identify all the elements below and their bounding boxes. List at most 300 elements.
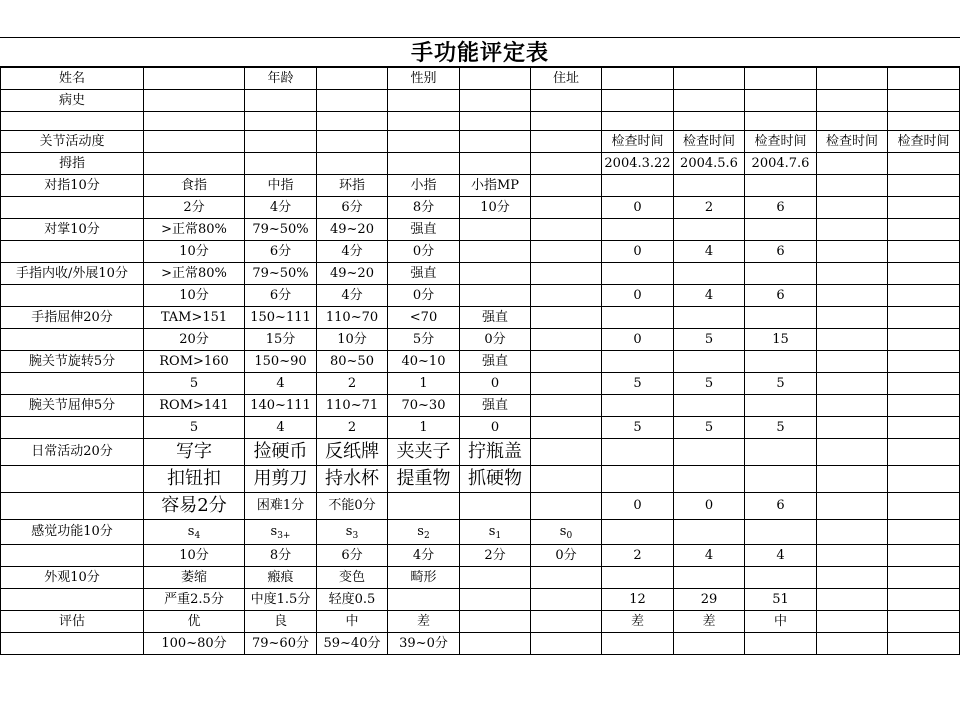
- table-cell: [144, 520, 245, 545]
- table-cell: [888, 153, 960, 175]
- table-cell: 用剪刀: [245, 466, 317, 493]
- table-cell: [602, 175, 674, 197]
- table-cell: [674, 263, 745, 285]
- table-cell: 4: [245, 417, 317, 439]
- table-cell: [888, 633, 960, 655]
- table-cell: TAM>151: [144, 307, 245, 329]
- table-cell: 2: [674, 197, 745, 219]
- row-label-cell: 评估: [1, 611, 144, 633]
- table-cell: [531, 611, 602, 633]
- table-row: [1, 241, 960, 263]
- table-cell: 12: [602, 589, 674, 611]
- row-label-cell: [1, 417, 144, 439]
- table-cell: 优: [144, 611, 245, 633]
- table-cell: 29: [674, 589, 745, 611]
- table-cell: 严重2.5分: [144, 589, 245, 611]
- table-cell: [888, 329, 960, 351]
- table-cell: 检查时间: [745, 131, 817, 153]
- table-cell: 49~20: [317, 219, 388, 241]
- table-cell: 检查时间: [817, 131, 888, 153]
- table-row: [1, 611, 960, 633]
- table-cell: 畸形: [388, 567, 460, 589]
- table-cell: 15分: [245, 329, 317, 351]
- table-cell: [602, 351, 674, 373]
- table-cell: [674, 351, 745, 373]
- table-cell: 检查时间: [888, 131, 960, 153]
- table-cell: [144, 68, 245, 90]
- table-cell: 5: [674, 373, 745, 395]
- table-cell: [531, 417, 602, 439]
- table-cell: [602, 219, 674, 241]
- table-cell: [745, 633, 817, 655]
- table-cell: 0: [602, 241, 674, 263]
- table-cell: [388, 520, 460, 545]
- table-cell: 1: [388, 373, 460, 395]
- table-cell: [888, 285, 960, 307]
- table-cell: [745, 351, 817, 373]
- table-cell: 抓硬物: [460, 466, 531, 493]
- table-cell: 中度1.5分: [245, 589, 317, 611]
- row-label-cell: [1, 493, 144, 520]
- row-label-cell: 感觉功能10分: [1, 520, 144, 545]
- table-cell: ROM>160: [144, 351, 245, 373]
- table-row: [1, 395, 960, 417]
- table-cell: 10分: [144, 241, 245, 263]
- table-cell: 检查时间: [602, 131, 674, 153]
- table-cell: [460, 493, 531, 520]
- table-cell: [531, 351, 602, 373]
- table-cell: 4: [745, 545, 817, 567]
- table-cell: [531, 329, 602, 351]
- table-cell: 4分: [317, 285, 388, 307]
- table-cell: [317, 520, 388, 545]
- row-label-cell: [1, 197, 144, 219]
- table-cell: 强直: [388, 219, 460, 241]
- table-cell: [888, 90, 960, 112]
- table-cell: 0分: [388, 241, 460, 263]
- table-cell: [745, 466, 817, 493]
- table-cell: [460, 68, 531, 90]
- table-cell: [888, 307, 960, 329]
- table-cell: [817, 493, 888, 520]
- table-cell: [317, 131, 388, 153]
- table-row: [1, 153, 960, 175]
- table-row: [1, 90, 960, 112]
- table-cell: 2分: [460, 545, 531, 567]
- table-cell: 79~50%: [245, 219, 317, 241]
- table-row: [1, 112, 960, 131]
- table-cell: 150~111: [245, 307, 317, 329]
- table-cell: [745, 520, 817, 545]
- table-cell: 2: [602, 545, 674, 567]
- table-cell: 性别: [388, 68, 460, 90]
- table-cell: 5: [745, 373, 817, 395]
- table-cell: [817, 153, 888, 175]
- row-label-cell: [1, 285, 144, 307]
- table-cell: [531, 373, 602, 395]
- sheet-title: 手功能评定表: [0, 37, 960, 67]
- table-cell: 4分: [317, 241, 388, 263]
- sensory-level-sub: 1: [495, 531, 502, 541]
- table-cell: 5: [674, 329, 745, 351]
- row-label-cell: 病史: [1, 90, 144, 112]
- row-label-cell: 腕关节屈伸5分: [1, 395, 144, 417]
- table-cell: 59~40分: [317, 633, 388, 655]
- table-cell: 6: [745, 285, 817, 307]
- table-row: [1, 633, 960, 655]
- table-cell: 40~10: [388, 351, 460, 373]
- table-cell: [817, 175, 888, 197]
- table-row: [1, 439, 960, 466]
- table-cell: [674, 633, 745, 655]
- table-cell: [531, 197, 602, 219]
- table-cell: [602, 307, 674, 329]
- table-cell: [888, 466, 960, 493]
- table-cell: [745, 90, 817, 112]
- table-cell: [817, 633, 888, 655]
- table-cell: [817, 545, 888, 567]
- table-row: [1, 329, 960, 351]
- table-cell: [460, 90, 531, 112]
- table-cell: 强直: [460, 395, 531, 417]
- table-cell: [531, 219, 602, 241]
- table-cell: [388, 153, 460, 175]
- table-cell: [531, 589, 602, 611]
- table-cell: [888, 520, 960, 545]
- table-cell: [460, 263, 531, 285]
- table-cell: 强直: [460, 351, 531, 373]
- table-cell: 差: [674, 611, 745, 633]
- table-cell: [674, 439, 745, 466]
- table-cell: [460, 241, 531, 263]
- table-row: [1, 493, 960, 520]
- table-cell: 变色: [317, 567, 388, 589]
- table-cell: [745, 263, 817, 285]
- table-cell: 中指: [245, 175, 317, 197]
- table-cell: [674, 175, 745, 197]
- table-cell: [602, 439, 674, 466]
- row-label-cell: 腕关节旋转5分: [1, 351, 144, 373]
- sensory-level-sub: 2: [423, 531, 430, 541]
- table-row: [1, 545, 960, 567]
- table-row: [1, 417, 960, 439]
- table-cell: >正常80%: [144, 219, 245, 241]
- table-cell: [531, 633, 602, 655]
- table-cell: [745, 175, 817, 197]
- table-cell: 4: [674, 241, 745, 263]
- table-cell: 检查时间: [674, 131, 745, 153]
- table-cell: [817, 263, 888, 285]
- table-cell: 反纸牌: [317, 439, 388, 466]
- table-cell: 10分: [317, 329, 388, 351]
- table-cell: [817, 611, 888, 633]
- table-cell: 2004.5.6: [674, 153, 745, 175]
- table-cell: 51: [745, 589, 817, 611]
- table-cell: [888, 439, 960, 466]
- table-cell: [745, 219, 817, 241]
- table-cell: [531, 241, 602, 263]
- table-cell: [602, 633, 674, 655]
- table-cell: 小指MP: [460, 175, 531, 197]
- table-cell: [460, 131, 531, 153]
- table-cell: 1: [388, 417, 460, 439]
- table-cell: [674, 520, 745, 545]
- table-cell: [460, 285, 531, 307]
- table-cell: 食指: [144, 175, 245, 197]
- table-cell: 2: [317, 417, 388, 439]
- table-cell: 2004.7.6: [745, 153, 817, 175]
- table-cell: [245, 90, 317, 112]
- table-row: [1, 68, 960, 90]
- table-cell: 8分: [388, 197, 460, 219]
- table-cell: 差: [388, 611, 460, 633]
- table-cell: [460, 589, 531, 611]
- table-cell: [388, 493, 460, 520]
- table-cell: [144, 153, 245, 175]
- table-cell: [888, 611, 960, 633]
- table-cell: 良: [245, 611, 317, 633]
- sensory-level-base: s: [270, 524, 278, 539]
- table-cell: [888, 395, 960, 417]
- sensory-level-sub: 3: [352, 531, 359, 541]
- table-cell: 写字: [144, 439, 245, 466]
- table-cell: 0: [460, 373, 531, 395]
- table-cell: [531, 90, 602, 112]
- table-cell: 4: [674, 285, 745, 307]
- table-cell: 79~60分: [245, 633, 317, 655]
- row-label-cell: [1, 633, 144, 655]
- table-cell: 拧瓶盖: [460, 439, 531, 466]
- table-cell: 0: [602, 329, 674, 351]
- table-cell: [245, 112, 317, 131]
- table-cell: 持水杯: [317, 466, 388, 493]
- table-cell: 6分: [317, 197, 388, 219]
- table-cell: [144, 131, 245, 153]
- row-label-cell: 关节活动度: [1, 131, 144, 153]
- table-cell: [317, 112, 388, 131]
- table-cell: [388, 112, 460, 131]
- table-cell: 2分: [144, 197, 245, 219]
- table-cell: [460, 219, 531, 241]
- table-cell: 环指: [317, 175, 388, 197]
- table-cell: [245, 520, 317, 545]
- table-cell: [388, 90, 460, 112]
- table-cell: [317, 153, 388, 175]
- row-label-cell: [1, 241, 144, 263]
- row-label-cell: 对掌10分: [1, 219, 144, 241]
- table-cell: [888, 219, 960, 241]
- table-cell: 79~50%: [245, 263, 317, 285]
- table-cell: [531, 131, 602, 153]
- table-cell: [888, 589, 960, 611]
- table-cell: [817, 219, 888, 241]
- table-cell: [245, 153, 317, 175]
- table-cell: [888, 197, 960, 219]
- table-cell: 容易2分: [144, 493, 245, 520]
- table-cell: 10分: [144, 545, 245, 567]
- row-label-cell: [1, 112, 144, 131]
- table-row: [1, 219, 960, 241]
- table-cell: [531, 439, 602, 466]
- table-cell: [602, 520, 674, 545]
- table-row: [1, 131, 960, 153]
- table-cell: [817, 197, 888, 219]
- table-cell: [745, 439, 817, 466]
- table-cell: 5分: [388, 329, 460, 351]
- sensory-level-base: s: [417, 524, 424, 539]
- table-cell: [602, 466, 674, 493]
- row-label-cell: 对指10分: [1, 175, 144, 197]
- table-cell: 差: [602, 611, 674, 633]
- table-cell: 捡硬币: [245, 439, 317, 466]
- table-cell: 夹夹子: [388, 439, 460, 466]
- table-cell: [460, 633, 531, 655]
- table-cell: 中: [745, 611, 817, 633]
- table-cell: 6: [745, 493, 817, 520]
- table-cell: [817, 395, 888, 417]
- table-cell: [888, 68, 960, 90]
- table-cell: 6分: [245, 285, 317, 307]
- table-cell: ROM>141: [144, 395, 245, 417]
- table-cell: [531, 175, 602, 197]
- table-cell: [460, 153, 531, 175]
- table-row: [1, 197, 960, 219]
- table-cell: 20分: [144, 329, 245, 351]
- table-cell: 强直: [388, 263, 460, 285]
- table-cell: [745, 567, 817, 589]
- row-label-cell: [1, 329, 144, 351]
- table-cell: 8分: [245, 545, 317, 567]
- sensory-level-sub: 3+: [277, 531, 291, 541]
- table-cell: 困难1分: [245, 493, 317, 520]
- row-label-cell: [1, 589, 144, 611]
- table-cell: [888, 567, 960, 589]
- table-row: [1, 307, 960, 329]
- table-cell: [817, 567, 888, 589]
- table-cell: 0分: [388, 285, 460, 307]
- table-cell: 4: [674, 545, 745, 567]
- table-cell: 110~71: [317, 395, 388, 417]
- table-cell: [888, 417, 960, 439]
- table-cell: 10分: [144, 285, 245, 307]
- table-cell: [817, 90, 888, 112]
- table-cell: 5: [602, 373, 674, 395]
- row-label-cell: [1, 373, 144, 395]
- table-row: [1, 373, 960, 395]
- table-row: [1, 466, 960, 493]
- table-cell: [888, 351, 960, 373]
- table-cell: [460, 520, 531, 545]
- table-cell: [531, 285, 602, 307]
- table-cell: 140~111: [245, 395, 317, 417]
- table-cell: 5: [674, 417, 745, 439]
- table-cell: [674, 68, 745, 90]
- table-cell: 5: [602, 417, 674, 439]
- table-cell: 5: [745, 417, 817, 439]
- table-cell: 4分: [245, 197, 317, 219]
- table-row: [1, 175, 960, 197]
- table-cell: [531, 112, 602, 131]
- table-cell: [602, 395, 674, 417]
- table-cell: 100~80分: [144, 633, 245, 655]
- table-cell: [674, 567, 745, 589]
- table-cell: 轻度0.5: [317, 589, 388, 611]
- table-cell: [602, 567, 674, 589]
- table-cell: 15: [745, 329, 817, 351]
- table-row: [1, 263, 960, 285]
- table-cell: [674, 307, 745, 329]
- table-cell: [388, 589, 460, 611]
- table-cell: [531, 263, 602, 285]
- table-cell: [888, 175, 960, 197]
- table-cell: 70~30: [388, 395, 460, 417]
- table-cell: [817, 285, 888, 307]
- table-cell: 0: [602, 197, 674, 219]
- table-cell: [817, 307, 888, 329]
- table-cell: 150~90: [245, 351, 317, 373]
- table-cell: [317, 68, 388, 90]
- table-cell: [245, 131, 317, 153]
- table-cell: [888, 493, 960, 520]
- table-cell: [745, 68, 817, 90]
- table-row: [1, 567, 960, 589]
- row-label-cell: 拇指: [1, 153, 144, 175]
- table-cell: 10分: [460, 197, 531, 219]
- table-cell: 0分: [460, 329, 531, 351]
- table-cell: [674, 395, 745, 417]
- table-cell: [888, 373, 960, 395]
- table-row: [1, 589, 960, 611]
- table-cell: 2004.3.22: [602, 153, 674, 175]
- table-cell: [602, 68, 674, 90]
- table-cell: [531, 493, 602, 520]
- table-cell: [745, 112, 817, 131]
- table-cell: [817, 351, 888, 373]
- table-cell: [317, 90, 388, 112]
- table-cell: 6分: [317, 545, 388, 567]
- table-cell: [817, 112, 888, 131]
- table-cell: [745, 307, 817, 329]
- table-cell: [674, 219, 745, 241]
- table-cell: [388, 131, 460, 153]
- table-cell: 萎缩: [144, 567, 245, 589]
- table-cell: [817, 68, 888, 90]
- sensory-level-base: s: [559, 524, 567, 539]
- sensory-level-base: s: [345, 524, 353, 539]
- assessment-sheet: [0, 37, 960, 655]
- row-label-cell: 日常活动20分: [1, 439, 144, 466]
- table-cell: [531, 307, 602, 329]
- table-cell: 4分: [388, 545, 460, 567]
- table-cell: [602, 90, 674, 112]
- assessment-table: [0, 67, 960, 655]
- table-cell: [602, 112, 674, 131]
- row-label-cell: [1, 466, 144, 493]
- table-cell: [674, 466, 745, 493]
- table-cell: 6: [745, 241, 817, 263]
- table-cell: 强直: [460, 307, 531, 329]
- table-cell: 5: [144, 417, 245, 439]
- table-cell: 提重物: [388, 466, 460, 493]
- table-cell: 39~0分: [388, 633, 460, 655]
- table-cell: 110~70: [317, 307, 388, 329]
- sensory-level-base: s: [488, 524, 496, 539]
- table-cell: [144, 112, 245, 131]
- table-cell: 0: [602, 285, 674, 307]
- table-cell: [888, 545, 960, 567]
- table-cell: [460, 611, 531, 633]
- table-cell: [602, 263, 674, 285]
